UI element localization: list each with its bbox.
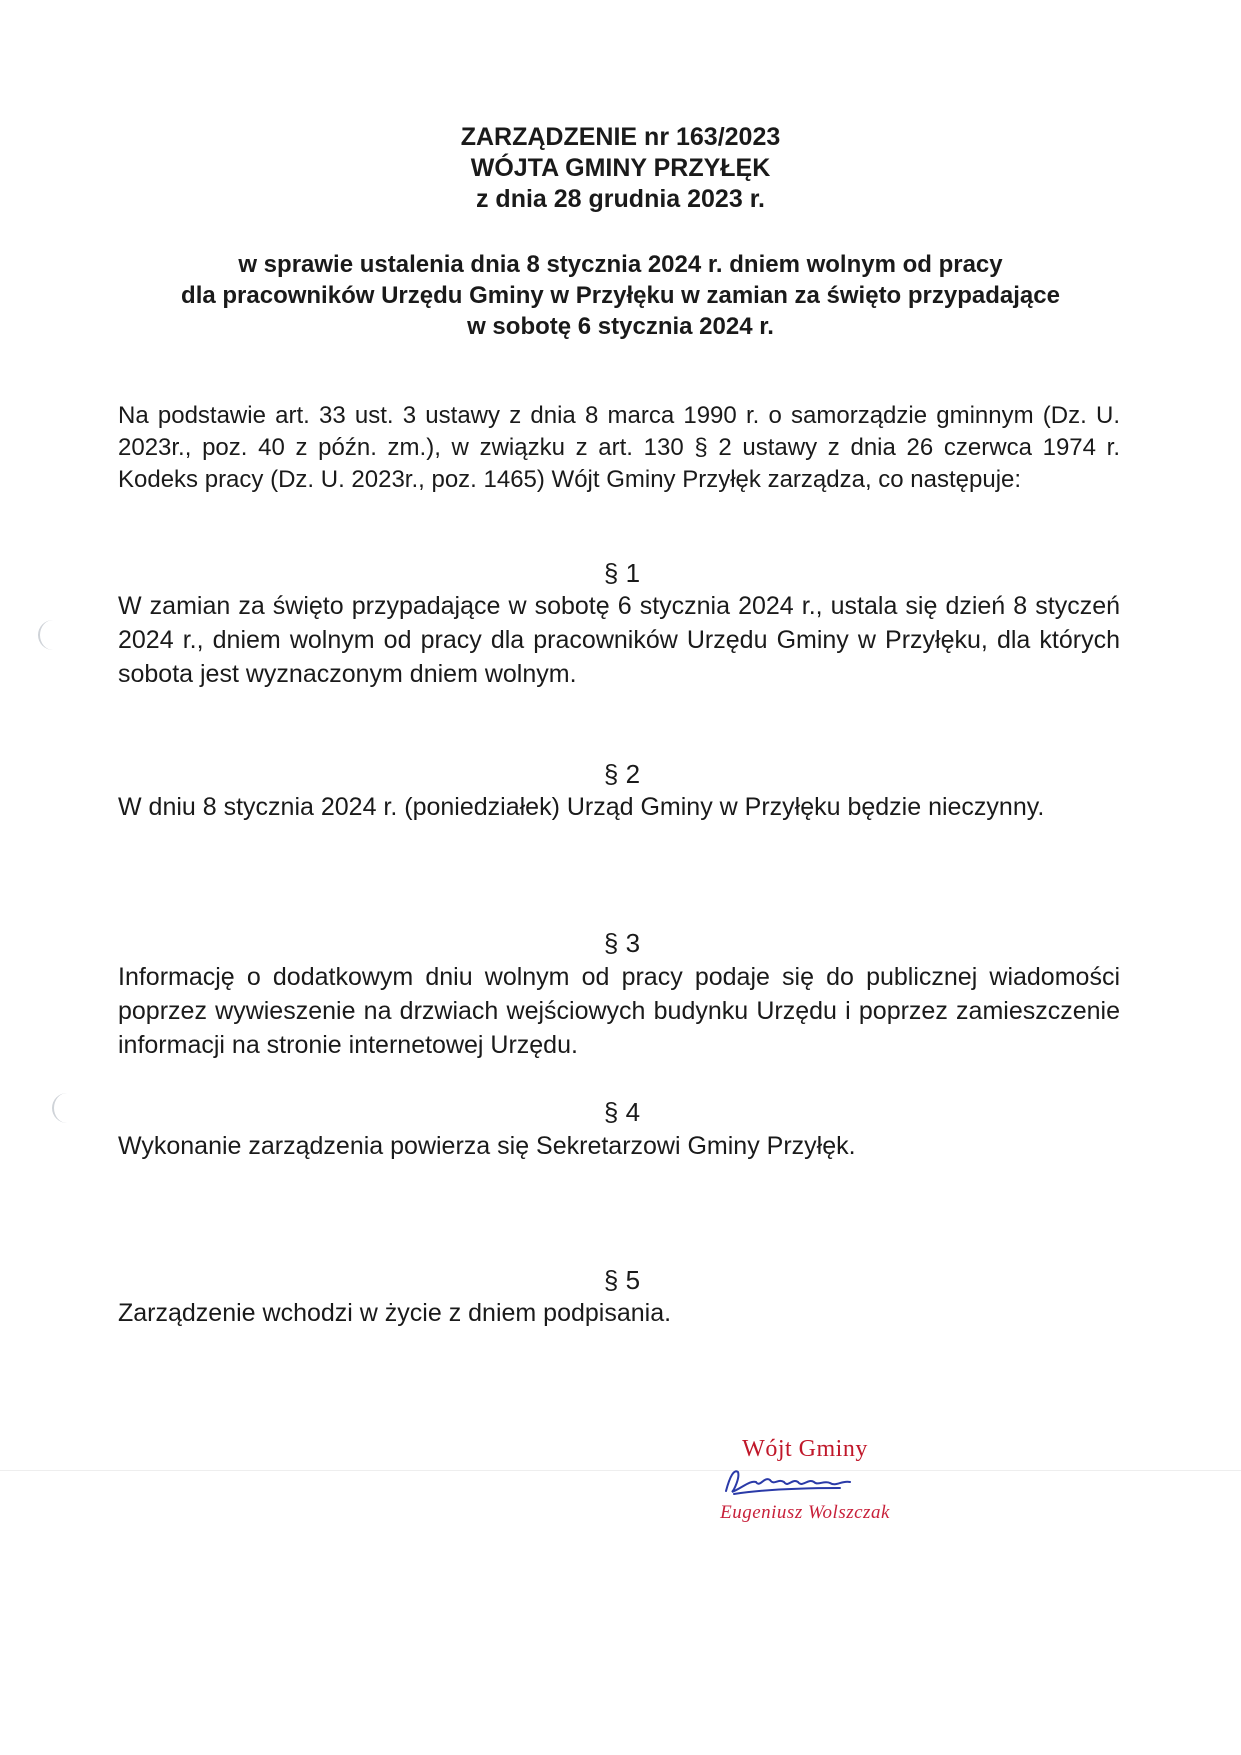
document-subject bbox=[0, 249, 1241, 342]
document-header bbox=[0, 122, 1241, 215]
section-4-text: Wykonanie zarządzenia powierza się Sekretarzowi Gminy Przyłęk. bbox=[118, 1132, 856, 1160]
section-5-text: Zarządzenie wchodzi w życie z dniem podpisania. bbox=[118, 1299, 672, 1327]
scan-edge-line bbox=[0, 1470, 1241, 1471]
section-3-text: Informację o dodatkowym dniu wolnym od pracy podaje się do publicznej wiadomości poprzez wywieszenie na drzwiach wejściowych budynku Urzędu i poprzez zamieszczenie informacji na stronie internetowej Urzędu. bbox=[118, 963, 1120, 1059]
legal-basis-paragraph: Na podstawie art. 33 ust. 3 ustawy z dnia 8 marca 1990 r. o samorządzie gminnym (Dz. U. 2023r., poz. 40 z późn. zm.), w związku z art. 130 § 2 ustawy z dnia 26 czerwca 1974 r. Kodeks pracy (Dz. U. 2023r., poz. 1465) Wójt Gminy Przyłęk zarządza, co następuje: bbox=[118, 402, 1120, 493]
signature-name: Eugeniusz Wolszczak bbox=[720, 1502, 890, 1523]
document-date: z dnia 28 grudnia 2023 r. bbox=[475, 185, 765, 213]
signature-role: Wójt Gminy bbox=[742, 1436, 868, 1462]
punch-hole-mark bbox=[52, 1093, 82, 1123]
section-5-heading: § 5 bbox=[603, 1265, 641, 1295]
document-issuer: WÓJTA GMINY PRZYŁĘK bbox=[470, 154, 771, 182]
section-1-heading: § 1 bbox=[603, 558, 641, 588]
handwritten-signature bbox=[720, 1466, 890, 1496]
subject-line: dla pracowników Urzędu Gminy w Przyłęku w zamian za święto przypadające bbox=[181, 282, 1060, 309]
signature-stamp bbox=[640, 1434, 970, 1525]
section-3-heading: § 3 bbox=[603, 928, 641, 958]
subject-line: w sprawie ustalenia dnia 8 stycznia 2024 r. dniem wolnym od pracy bbox=[238, 251, 1003, 278]
section-4-heading: § 4 bbox=[603, 1097, 641, 1127]
document-title: ZARZĄDZENIE nr 163/2023 bbox=[460, 123, 781, 151]
section-2-text: W dniu 8 stycznia 2024 r. (poniedziałek) Urząd Gminy w Przyłęku będzie nieczynny. bbox=[118, 793, 1045, 821]
subject-line: w sobotę 6 stycznia 2024 r. bbox=[467, 313, 774, 340]
section-2-heading: § 2 bbox=[603, 759, 641, 789]
section-1-text: W zamian za święto przypadające w sobotę 6 stycznia 2024 r., ustala się dzień 8 styczeń 2024 r., dniem wolnym od pracy dla pracowników Urzędu Gminy w Przyłęku, dla których sobota jest wyznaczonym dniem wolnym. bbox=[118, 592, 1120, 688]
punch-hole-mark bbox=[38, 620, 68, 650]
